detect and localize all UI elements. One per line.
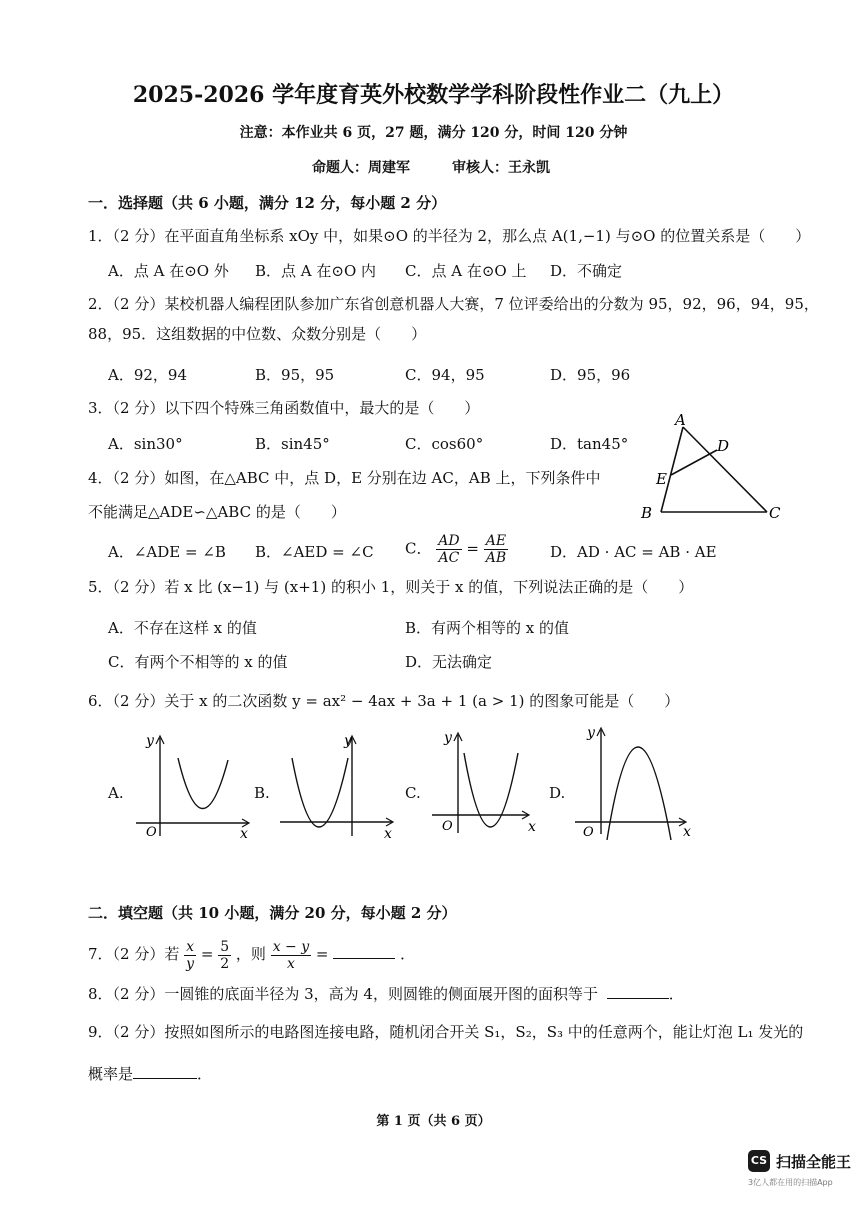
y-axis-label: y bbox=[146, 733, 154, 749]
question-5-option-b: B．有两个相等的 x 的值 bbox=[405, 619, 570, 637]
fraction-numerator: x − y bbox=[272, 938, 310, 955]
x-axis-label: x bbox=[240, 826, 248, 840]
triangle-lines bbox=[661, 427, 767, 512]
question-3-option-d: D．tan45° bbox=[550, 435, 629, 453]
question-4-stem-line2: 不能满足△ADE∽△ABC 的是（ ） bbox=[88, 503, 346, 521]
question-1-option-d: D．不确定 bbox=[550, 262, 623, 280]
reviewer: 审核人：王永凯 bbox=[452, 160, 550, 176]
x-axis-label: x bbox=[384, 826, 392, 840]
answer-blank[interactable] bbox=[607, 984, 669, 999]
question-5-option-d: D．无法确定 bbox=[405, 653, 493, 671]
x-axis-label: x bbox=[528, 819, 536, 835]
graph-b bbox=[276, 728, 406, 840]
equals-sign: = bbox=[315, 945, 329, 963]
graph-a-label: A. bbox=[108, 784, 124, 802]
exam-notice: 注意：本作业共 6 页，27 题，满分 120 分，时间 120 分钟 bbox=[239, 125, 628, 141]
vertex-label-a: A bbox=[675, 411, 686, 429]
fraction-numerator: 5 bbox=[220, 938, 230, 955]
fraction-ad-ac bbox=[436, 533, 461, 566]
question-2-option-d: D．95，96 bbox=[550, 366, 631, 384]
question-1-option-a: A．点 A 在⊙O 外 bbox=[108, 262, 229, 280]
question-4-option-d: D．AD · AC = AB · AE bbox=[550, 543, 717, 561]
equals-sign: = bbox=[466, 539, 479, 558]
segment-de bbox=[671, 450, 717, 475]
parabola-curve bbox=[178, 758, 228, 809]
question-1-stem: 1．（2 分）在平面直角坐标系 xOy 中，如果⊙O 的半径为 2，那么点 A(1,−1) 与⊙O 的位置关系是（ ） bbox=[88, 227, 811, 245]
question-3-stem: 3．（2 分）以下四个特殊三角函数值中，最大的是（ ） bbox=[88, 399, 480, 417]
answer-blank[interactable] bbox=[333, 944, 395, 959]
author: 命题人：周建军 bbox=[312, 160, 410, 176]
graph-a bbox=[130, 728, 260, 840]
x-axis-label: x bbox=[683, 824, 691, 840]
graph-c-label: C. bbox=[405, 784, 421, 802]
question-2-option-a: A．92，94 bbox=[108, 366, 188, 384]
origin-label: O bbox=[146, 825, 157, 840]
answer-blank[interactable] bbox=[133, 1064, 197, 1079]
question-2-option-b: B．95，95 bbox=[255, 366, 335, 384]
fraction-denominator: y bbox=[186, 955, 195, 972]
question-7 bbox=[88, 936, 415, 972]
question-2-option-c: C．94，95 bbox=[405, 366, 485, 384]
fraction-x-minus-y-over-x bbox=[271, 939, 311, 972]
question-6-stem: 6．（2 分）关于 x 的二次函数 y = ax² − 4ax + 3a + 1 (a > 1) 的图象可能是（ ） bbox=[88, 692, 680, 710]
question-2-stem-line1: 2．（2 分）某校机器人编程团队参加广东省创意机器人大赛，7 位评委给出的分数为 95，92，96，94，95， bbox=[88, 295, 819, 313]
question-4-stem-line1: 4．（2 分）如图，在△ABC 中，点 D，E 分别在边 AC，AB 上，下列条件中 bbox=[88, 469, 601, 487]
triangle-figure bbox=[635, 405, 790, 525]
scanner-name: 扫描全能王 bbox=[776, 1153, 852, 1171]
question-3-option-a: A．sin30° bbox=[108, 435, 183, 453]
vertex-label-e: E bbox=[656, 470, 667, 488]
question-7-mid: ，则 bbox=[235, 945, 266, 963]
question-9-line1: 9．（2 分）按照如图所示的电路图连接电路，随机闭合开关 S₁，S₂，S₃ 中的任意两个，能让灯泡 L₁ 发光的 bbox=[88, 1023, 804, 1041]
parabola-curve bbox=[292, 758, 348, 827]
question-8 bbox=[88, 984, 684, 1004]
origin-label: O bbox=[442, 819, 453, 834]
question-5-stem: 5．（2 分）若 x 比 (x−1) 与 (x+1) 的积小 1，则关于 x 的值，下列说法正确的是（ ） bbox=[88, 578, 694, 596]
question-7-prefix: 7．（2 分）若 bbox=[88, 945, 180, 963]
question-9-line2 bbox=[88, 1064, 212, 1084]
question-9-end: ． bbox=[197, 1065, 213, 1083]
parabola-curve bbox=[607, 747, 671, 840]
graph-d bbox=[573, 718, 701, 840]
graph-c bbox=[428, 725, 543, 840]
question-3-option-c: C．cos60° bbox=[405, 435, 484, 453]
section-heading-fill: 二．填空题（共 10 小题，满分 20 分，每小题 2 分） bbox=[88, 904, 457, 922]
question-5-option-c: C．有两个不相等的 x 的值 bbox=[108, 653, 288, 671]
y-axis-label: y bbox=[587, 725, 595, 741]
page-number: 第 1 页（共 6 页） bbox=[376, 1114, 491, 1129]
question-9-prefix: 概率是 bbox=[88, 1065, 134, 1083]
question-4-option-b: B．∠AED = ∠C bbox=[255, 543, 374, 561]
equals-sign: = bbox=[200, 945, 214, 963]
fraction-denominator: 2 bbox=[220, 955, 230, 972]
fraction-numerator: AE bbox=[484, 533, 508, 550]
fraction-x-over-y bbox=[184, 939, 196, 972]
section-heading-choice: 一．选择题（共 6 小题，满分 12 分，每小题 2 分） bbox=[88, 194, 447, 212]
question-5-option-a: A．不存在这样 x 的值 bbox=[108, 619, 257, 637]
fraction-numerator: x bbox=[184, 939, 196, 956]
question-1-option-c: C．点 A 在⊙O 上 bbox=[405, 262, 527, 280]
fraction-denominator: AC bbox=[438, 550, 460, 566]
question-4-option-c bbox=[405, 533, 508, 566]
question-8-end: ． bbox=[668, 985, 684, 1003]
scanner-tagline: 3亿人都在用的扫描App bbox=[748, 1178, 833, 1187]
vertex-label-d: D bbox=[717, 437, 730, 455]
y-axis-label: y bbox=[344, 733, 352, 749]
question-1-option-b: B．点 A 在⊙O 内 bbox=[255, 262, 377, 280]
vertex-label-c: C bbox=[769, 504, 781, 522]
fraction-ae-ab bbox=[484, 533, 508, 566]
question-3-option-b: B．sin45° bbox=[255, 435, 330, 453]
parabola-curve bbox=[464, 753, 518, 827]
fraction-denominator: x bbox=[286, 955, 295, 972]
graph-d-label: D. bbox=[549, 784, 566, 802]
origin-label: O bbox=[583, 825, 594, 840]
question-4-option-a: A．∠ADE = ∠B bbox=[108, 543, 226, 561]
question-8-text: 8．（2 分）一圆锥的底面半径为 3，高为 4，则圆锥的侧面展开图的面积等于 bbox=[88, 985, 598, 1003]
fraction-numerator: AD bbox=[438, 533, 460, 549]
camscanner-logo-icon: CS bbox=[748, 1150, 770, 1172]
fraction-denominator: AB bbox=[485, 550, 507, 566]
y-axis-label: y bbox=[444, 730, 452, 746]
page-title: 2025-2026 学年度育英外校数学学科阶段性作业二（九上） bbox=[132, 82, 735, 108]
fraction-5-over-2 bbox=[218, 939, 231, 972]
option-c-prefix: C． bbox=[405, 539, 432, 558]
vertex-label-b: B bbox=[641, 504, 653, 522]
graph-b-label: B. bbox=[254, 784, 270, 802]
question-7-end: ． bbox=[400, 945, 416, 963]
question-2-stem-line2: 88，95．这组数据的中位数、众数分别是（ ） bbox=[88, 325, 427, 343]
